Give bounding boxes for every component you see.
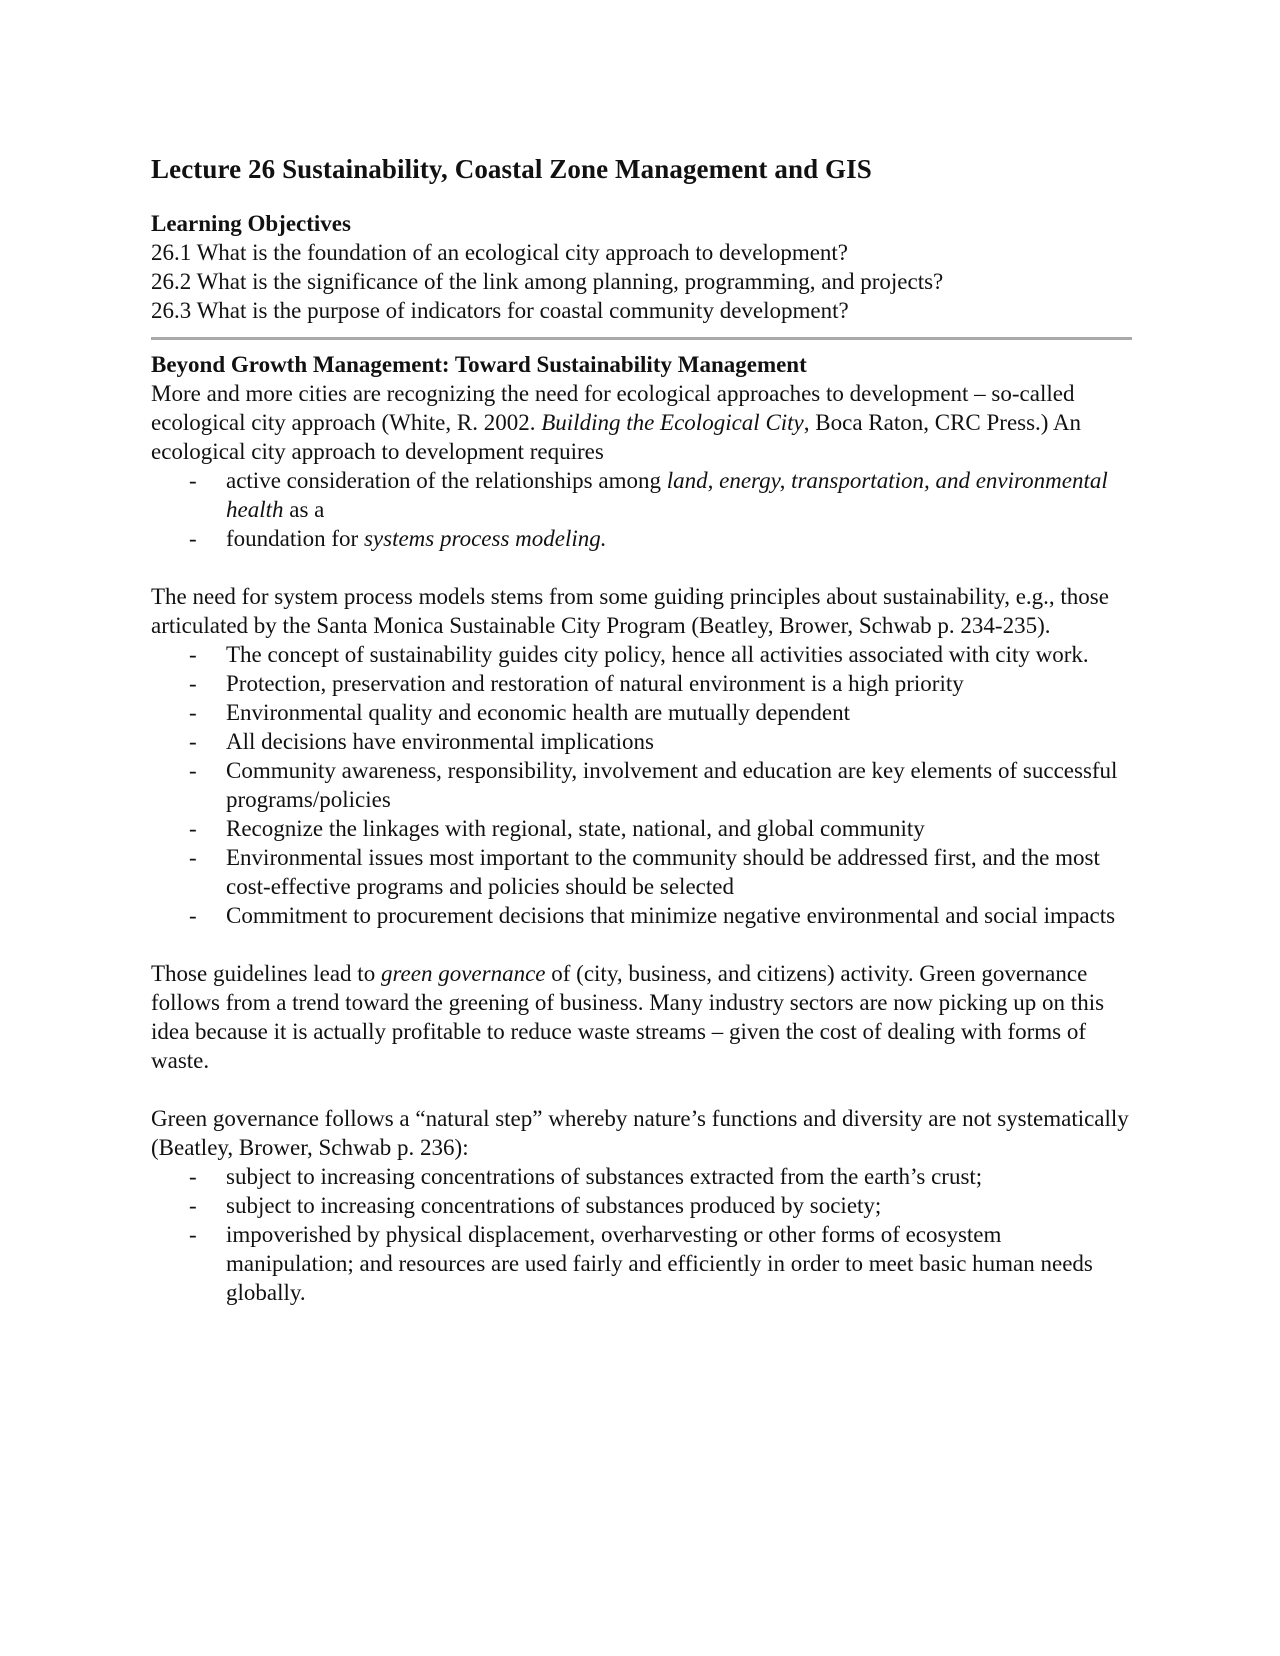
- book-title: Building the Ecological City: [541, 410, 804, 435]
- list-item: [151, 1220, 1131, 1307]
- dash-bullet: -: [189, 758, 197, 783]
- horizontal-divider: [151, 337, 1132, 340]
- dash-bullet: -: [189, 642, 197, 667]
- principle-text: All decisions have environmental implications: [226, 729, 654, 754]
- intro-text-part2: , Boca Raton, CRC Press.) An ecological city approach to development requires: [151, 410, 1082, 464]
- principles-list: [151, 640, 1131, 930]
- principle-text: Recognize the linkages with regional, state, national, and global community: [226, 816, 925, 841]
- list-item: [151, 524, 1131, 553]
- requirement-text: as a: [283, 497, 325, 522]
- green-governance-text: Those guidelines lead to: [151, 961, 381, 986]
- dash-bullet: -: [189, 816, 197, 841]
- dash-bullet: -: [189, 729, 197, 754]
- list-item: [151, 640, 1131, 669]
- requirement-text: active consideration of the relationships among: [226, 468, 667, 493]
- dash-bullet: -: [189, 700, 197, 725]
- requirements-list: [151, 466, 1131, 553]
- list-item: [151, 814, 1131, 843]
- learning-objective-item: 26.1 What is the foundation of an ecological city approach to development?: [151, 240, 849, 265]
- list-item: [151, 901, 1131, 930]
- principles-intro-paragraph: The need for system process models stems from some guiding principles about sustainability, e.g., those articulated by the Santa Monica Sustainable City Program (Beatley, Brower, Schwab p. 234-235).: [151, 584, 1109, 638]
- principle-text: Protection, preservation and restoration of natural environment is a high priority: [226, 671, 964, 696]
- list-item: [151, 843, 1131, 901]
- learning-objective-item: 26.2 What is the significance of the link among planning, programming, and projects?: [151, 269, 944, 294]
- requirement-emphasis: land, energy, transportation, and environmental health: [226, 468, 1108, 522]
- requirement-text: foundation for: [226, 526, 364, 551]
- dash-bullet: -: [189, 468, 197, 493]
- natural-step-text: impoverished by physical displacement, overharvesting or other forms of ecosystem manipulation; and resources are used fairly and efficiently in order to meet basic human needs globally.: [226, 1222, 1093, 1305]
- natural-step-list: [151, 1162, 1131, 1307]
- intro-text-part1: More and more cities are recognizing the need for ecological approaches to development – so-called ecological city approach (White, R. 2002.: [151, 381, 1075, 435]
- intro-paragraph: [151, 379, 1131, 466]
- principle-text: Environmental quality and economic health are mutually dependent: [226, 700, 850, 725]
- green-governance-emphasis: green governance: [380, 961, 546, 986]
- requirement-emphasis: systems process modeling.: [363, 526, 607, 551]
- list-item: [151, 1162, 1131, 1191]
- green-governance-text: of (city, business, and citizens) activity. Green governance follows from a trend toward the greening of business. Many industry sectors are now picking up on this idea because it is actually profitable to reduce waste streams – given the cost of dealing with forms of waste.: [151, 961, 1105, 1073]
- document-page: [151, 140, 1131, 1307]
- list-item: [151, 669, 1131, 698]
- page-title: Lecture 26 Sustainability, Coastal Zone Management and GIS: [151, 154, 872, 184]
- list-item: [151, 756, 1131, 814]
- dash-bullet: -: [189, 526, 197, 551]
- list-item: [151, 698, 1131, 727]
- dash-bullet: -: [189, 671, 197, 696]
- natural-step-text: subject to increasing concentrations of substances produced by society;: [226, 1193, 882, 1218]
- learning-objectives-heading: Learning Objectives: [151, 211, 351, 236]
- natural-step-text: subject to increasing concentrations of substances extracted from the earth’s crust;: [226, 1164, 983, 1189]
- dash-bullet: -: [189, 1193, 197, 1218]
- section-heading: Beyond Growth Management: Toward Sustainability Management: [151, 352, 807, 377]
- green-governance-paragraph: [151, 959, 1131, 1075]
- dash-bullet: -: [189, 1164, 197, 1189]
- principle-text: Commitment to procurement decisions that minimize negative environmental and social impacts: [226, 903, 1116, 928]
- dash-bullet: -: [189, 845, 197, 870]
- principle-text: The concept of sustainability guides city policy, hence all activities associated with city work.: [226, 642, 1089, 667]
- principle-text: Community awareness, responsibility, involvement and education are key elements of successful programs/policies: [226, 758, 1118, 812]
- principle-text: Environmental issues most important to the community should be addressed first, and the most cost-effective programs and policies should be selected: [226, 845, 1100, 899]
- learning-objective-item: 26.3 What is the purpose of indicators for coastal community development?: [151, 298, 849, 323]
- list-item: [151, 1191, 1131, 1220]
- dash-bullet: -: [189, 1222, 197, 1247]
- natural-step-intro-paragraph: Green governance follows a “natural step” whereby nature’s functions and diversity are not systematically (Beatley, Brower, Schwab p. 236):: [151, 1106, 1129, 1160]
- list-item: [151, 727, 1131, 756]
- list-item: [151, 466, 1131, 524]
- dash-bullet: -: [189, 903, 197, 928]
